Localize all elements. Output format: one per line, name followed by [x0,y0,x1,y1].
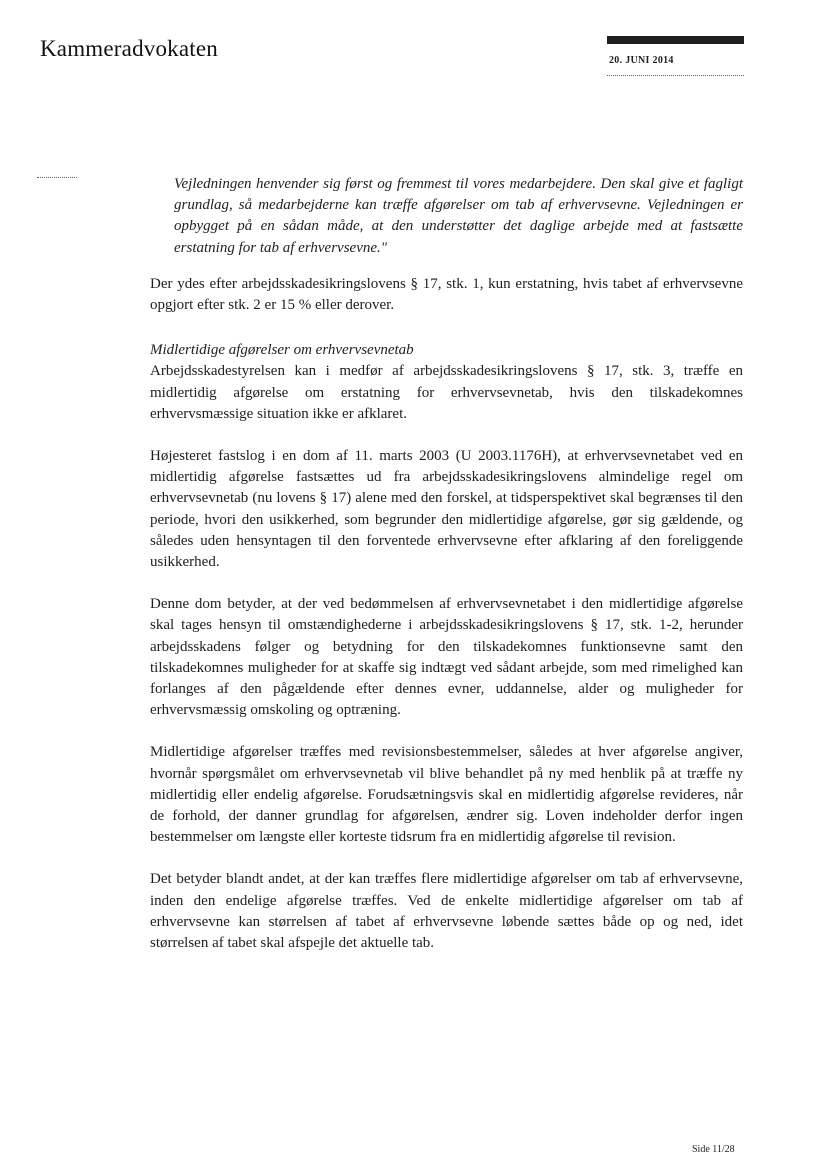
brand-name: Kammeradvokaten [40,36,218,61]
paragraph-judgment-meaning: Denne dom betyder, at der ved bedømmelsen af erhvervsevnetabet i den midlertidige afgørelse skal tages hensyn til omstændighederne i arbejdsskadesikringslovens § 17, stk. 1-2, herunder arbejdsskadens følger og betydning for den tilskadekomnes funktionsevne samt den tilskadekomnes muligheder for at skaffe sig indtægt ved sådant arbejde, som med rimelighed kan forlanges af den pågældende efter dennes evner, uddannelse, alder og muligheder for erhvervsmæssig omskoling og optræning. [150,596,743,719]
paragraph-threshold: Der ydes efter arbejdsskadesikringslovens § 17, stk. 1, kun erstatning, hvis tabet af erhvervsevne opgjort efter stk. 2 er 15 % eller derover. [150,275,743,314]
margin-divider [37,177,77,178]
paragraph-supreme-court: Højesteret fastslog i en dom af 11. marts 2003 (U 2003.1176H), at erhvervsevnetabet ved en midlertidig afgørelse fastsættes ud fra arbejdsskadesikringslovens almindelige regel om erhvervsevnetab (nu lovens § 17) alene med den forskel, at tidsperspektivet skal begrænses til den periode, hvori den usikkerhed, som begrunder den midlertidige afgørelse, gør sig gældende, og således uden hensyntagen til den forventede erhvervsevne efter afklaring af den foreliggende usikkerhed. [150,448,743,571]
paragraph-interim-decision: Arbejdsskadestyrelsen kan i medfør af arbejdsskadesikringslovens § 17, stk. 3, træffe en midlertidig afgørelse om erstatning for erhvervsevnetab, hvis den tilskadekomnes erhvervsmæssige situation ikke er afklaret. [150,363,743,422]
quote-block: Vejledningen henvender sig først og fremmest til vores medarbejdere. Den skal give et fagligt grundlag, så medarbejderne kan træffe afgørelser om tab af erhvervsevne. Vejledningen er opbygget på en sådan måde, at den understøtter det daglige arbejde med at fastsætte erstatning for tab af erhvervsevne." [174,176,743,256]
document-body [150,174,743,954]
paragraph-multiple-decisions: Det betyder blandt andet, at der kan træffes flere midlertidige afgørelser om tab af erhvervsevne, inden den endelige afgørelse træffes. Ved de enkelte midlertidige afgørelser om tab af erhvervsevne kan størrelsen af tabet af erhvervsevne løbende sættes både op og ned, idet størrelsen af tabet skal afspejle det aktuelle tab. [150,871,743,952]
header-bar [607,36,744,44]
page-number: Side 11/28 [692,1144,735,1155]
document-date: 20. JUNI 2014 [609,55,674,66]
date-divider [607,75,744,76]
section-heading: Midlertidige afgørelser om erhvervsevnetab [150,342,414,359]
paragraph-revision: Midlertidige afgørelser træffes med revisionsbestemmelser, således at hver afgørelse angiver, hvornår spørgsmålet om erhvervsevnetab vil blive behandlet på ny med henblik på at træffe ny midlertidig eller endelig afgørelse. Forudsætningsvis skal en midlertidig afgørelse revideres, når de forhold, der danner grundlag for afgørelsen, ændrer sig. Loven indeholder derfor ingen bestemmelser om længste eller korteste tidsrum fra en midlertidig afgørelse til revision. [150,744,743,846]
